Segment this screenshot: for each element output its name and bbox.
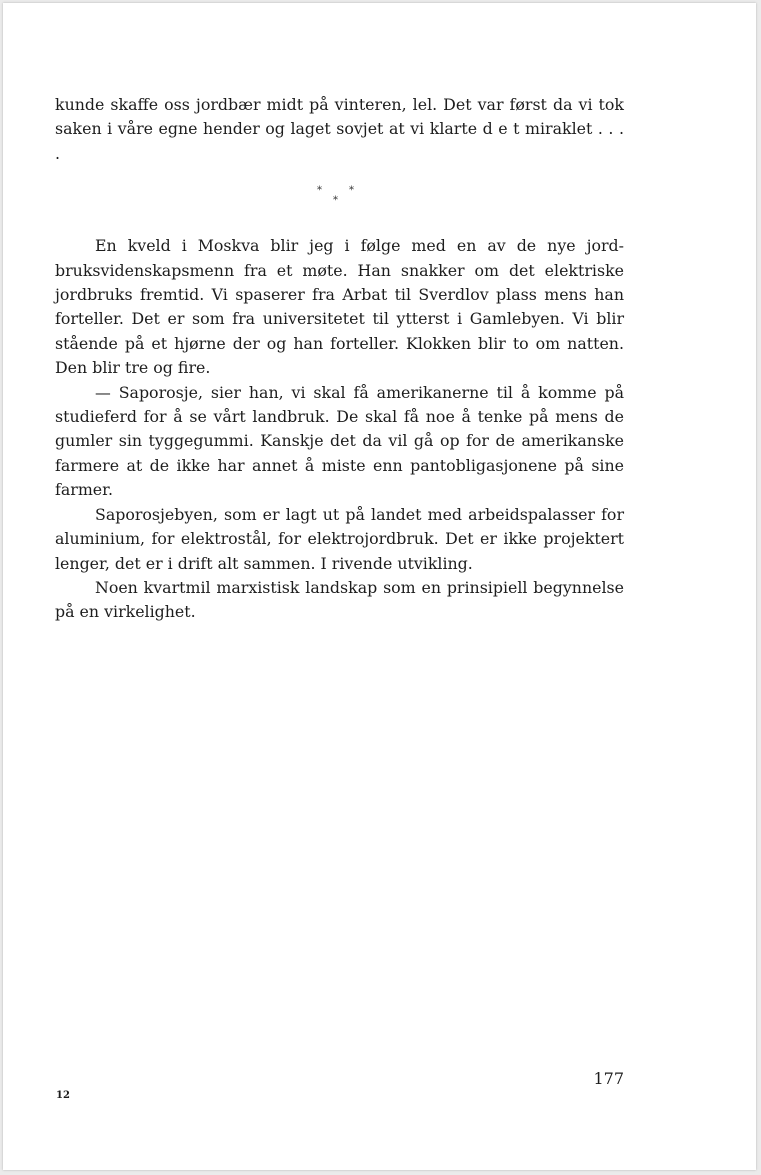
separator-star: * (333, 195, 338, 207)
paragraph-5: Noen kvartmil marxistisk landskap som en prinsipiell begynnelse på en virkelighet. (55, 577, 624, 622)
separator-star: * (349, 185, 354, 197)
signature-mark: 12 (56, 1090, 70, 1101)
book-page (3, 3, 756, 1170)
paragraph-3: — Saporosje, sier han, vi skal få amerikanerne til å komme på studieferd for å se vårt landbruk. De skal få noe å tenke på mens de gumler sin tyggegummi. Kanskje det da vil gå op for de amerikanske farmere at de ikke har annet å miste enn pantobligasjonene på sine farmer. (55, 382, 624, 500)
page-number: 177 (593, 1069, 624, 1088)
body-text (55, 93, 624, 625)
paragraph-2: En kveld i Moskva blir jeg i følge med en av de nye jordbruksvidenskapsmenn fra et møte. Han snakker om det elektriske jordbruks fremtid. Vi spaserer fra Arbat til Sverdlov plass mens han forteller. Det er som fra universitetet til ytterst i Gamlebyen. Vi blir stående på et hjørne der og han forteller. Klokken blir to om natten. Den blir tre og fire. (55, 236, 624, 378)
separator-star: * (317, 185, 322, 197)
section-separator (55, 174, 624, 228)
paragraph-4: Saporosjebyen, som er lagt ut på landet med arbeidspalasser for aluminium, for elektrostål, for elektrojordbruk. Det er ikke projektert lenger, det er i drift alt sammen. I rivende utvikling. (55, 504, 624, 573)
paragraph-1: kunde skaffe oss jordbær midt på vinteren, lel. Det var først da vi tok saken i våre egne hender og laget sovjet at vi klarte d e t miraklet . . . . (55, 95, 624, 163)
